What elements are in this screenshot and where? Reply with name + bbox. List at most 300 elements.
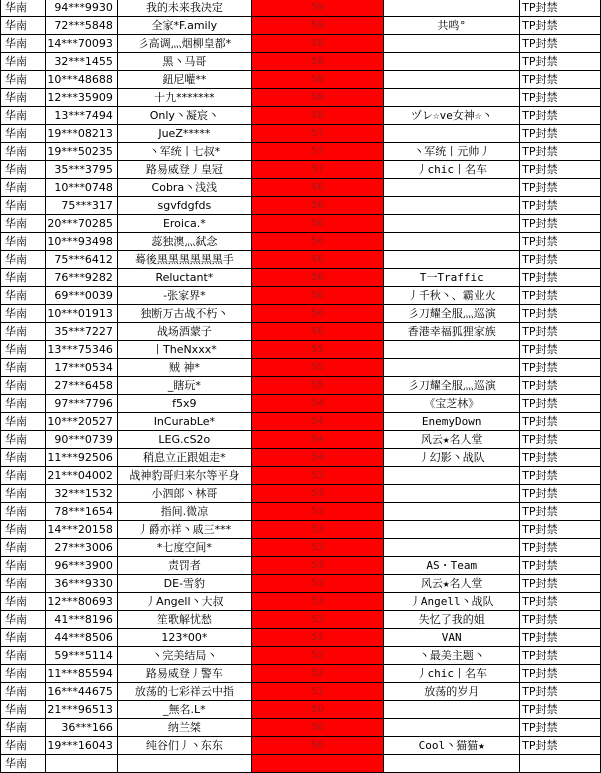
table-row [1,35,601,53]
ban-status-cell[interactable]: TP封禁 [520,17,601,35]
region-cell[interactable]: 华南 [1,215,46,233]
ban-status-cell[interactable]: TP封禁 [520,683,601,701]
player-name-cell[interactable]: 战场酒蒙子 [117,323,251,341]
table-row [1,143,601,161]
player-name-cell[interactable]: 十九******* [117,89,251,107]
guild-cell[interactable]: 香港幸福狐狸家族 [384,323,520,341]
guild-cell[interactable] [384,71,520,89]
guild-cell[interactable] [384,125,520,143]
player-name-cell[interactable]: 彡高调灬烟柳皇都* [117,35,251,53]
guild-cell[interactable] [384,755,520,773]
ban-status-cell[interactable]: TP封禁 [520,485,601,503]
level-cell[interactable]: 53 [251,593,384,611]
level-cell[interactable]: 59 [251,0,384,17]
ban-status-cell[interactable]: TP封禁 [520,719,601,737]
guild-cell[interactable]: T一Traffic [384,269,520,287]
ban-status-cell[interactable]: TP封禁 [520,179,601,197]
region-cell[interactable]: 华南 [1,125,46,143]
player-name-cell[interactable]: f5x9 [117,395,251,413]
table-row [1,71,601,89]
level-cell[interactable]: 50 [251,701,384,719]
guild-cell[interactable] [384,539,520,557]
region-cell[interactable]: 华南 [1,557,46,575]
table-row [1,701,601,719]
player-name-cell[interactable]: 稍息立正跟姐走* [117,449,251,467]
ban-status-cell[interactable]: TP封禁 [520,107,601,125]
region-cell[interactable]: 华南 [1,35,46,53]
level-cell[interactable]: 56 [251,323,384,341]
level-cell[interactable]: 56 [251,215,384,233]
region-cell[interactable]: 华南 [1,701,46,719]
table-row [1,503,601,521]
ban-status-cell[interactable]: TP封禁 [520,35,601,53]
player-id-cell[interactable]: 75***6412 [45,251,117,269]
player-name-cell[interactable]: 丶完美结局丶 [117,647,251,665]
level-cell[interactable]: 56 [251,305,384,323]
player-id-cell[interactable]: 94***9930 [45,0,117,17]
ban-status-cell[interactable]: TP封禁 [520,377,601,395]
ban-status-cell[interactable]: TP封禁 [520,341,601,359]
player-name-cell[interactable]: 责罚者 [117,557,251,575]
level-cell[interactable]: 55 [251,377,384,395]
player-id-cell[interactable]: 44***8506 [45,629,117,647]
player-id-cell[interactable]: 10***20527 [45,413,117,431]
level-cell[interactable]: 54 [251,449,384,467]
level-cell[interactable]: 54 [251,431,384,449]
guild-cell[interactable]: 风云★名人堂 [384,575,520,593]
player-id-cell[interactable]: 16***44675 [45,683,117,701]
guild-cell[interactable] [384,701,520,719]
player-name-cell[interactable]: InCurabLe* [117,413,251,431]
player-id-cell[interactable]: 10***0748 [45,179,117,197]
guild-cell[interactable]: 共鸣° [384,17,520,35]
guild-cell[interactable]: 放荡的岁月 [384,683,520,701]
ban-status-cell[interactable]: TP封禁 [520,449,601,467]
region-cell[interactable]: 华南 [1,737,46,755]
guild-cell[interactable]: VAN [384,629,520,647]
ban-status-cell[interactable]: TP封禁 [520,71,601,89]
player-id-cell[interactable]: 13***75346 [45,341,117,359]
player-id-cell[interactable]: 14***70093 [45,35,117,53]
table-row [1,755,601,773]
player-name-cell[interactable]: _無名.L* [117,701,251,719]
player-name-cell[interactable]: -张家界* [117,287,251,305]
table-row [1,323,601,341]
table-row [1,647,601,665]
player-id-cell[interactable]: 90***0739 [45,431,117,449]
level-cell[interactable]: 58 [251,53,384,71]
ban-status-cell[interactable]: TP封禁 [520,431,601,449]
player-id-cell[interactable]: 75***317 [45,197,117,215]
player-name-cell[interactable]: 123*00* [117,629,251,647]
level-cell[interactable]: 56 [251,233,384,251]
level-cell[interactable]: 55 [251,359,384,377]
level-cell[interactable]: 58 [251,35,384,53]
guild-cell[interactable]: Cool丶猫猫★ [384,737,520,755]
player-name-cell[interactable] [117,755,251,773]
guild-cell[interactable]: 彡刀耀全服灬巡演 [384,377,520,395]
table-row [1,89,601,107]
level-cell[interactable]: 50 [251,719,384,737]
ban-status-cell[interactable]: TP封禁 [520,251,601,269]
region-cell[interactable]: 华南 [1,629,46,647]
region-cell[interactable]: 华南 [1,197,46,215]
table-row [1,557,601,575]
level-cell[interactable]: 53 [251,467,384,485]
level-cell[interactable]: 52 [251,665,384,683]
ban-status-cell[interactable]: TP封禁 [520,737,601,755]
player-name-cell[interactable]: 指间.微凉 [117,503,251,521]
player-name-cell[interactable]: DE-雪豹 [117,575,251,593]
player-id-cell[interactable]: 21***96513 [45,701,117,719]
region-cell[interactable]: 华南 [1,539,46,557]
ban-status-cell[interactable] [520,755,601,773]
region-cell[interactable]: 华南 [1,71,46,89]
player-name-cell[interactable]: 丿爵亦祥丶戚三*** [117,521,251,539]
player-name-cell[interactable]: sgvfdgfds [117,197,251,215]
ban-status-cell[interactable]: TP封禁 [520,665,601,683]
ban-status-cell[interactable]: TP封禁 [520,305,601,323]
level-cell[interactable]: 52 [251,647,384,665]
level-cell[interactable]: 52 [251,629,384,647]
ban-status-cell[interactable]: TP封禁 [520,89,601,107]
level-cell[interactable]: 54 [251,395,384,413]
level-cell[interactable]: 57 [251,143,384,161]
guild-cell[interactable] [384,359,520,377]
table-row [1,359,601,377]
guild-cell[interactable]: EnemyDown [384,413,520,431]
table-row [1,611,601,629]
player-name-cell[interactable]: 蕊独澳灬弑念 [117,233,251,251]
ban-status-cell[interactable]: TP封禁 [520,323,601,341]
guild-cell[interactable] [384,467,520,485]
region-cell[interactable]: 华南 [1,647,46,665]
region-cell[interactable]: 华南 [1,179,46,197]
level-cell[interactable]: 57 [251,125,384,143]
player-id-cell[interactable]: 19***16043 [45,737,117,755]
ban-list-body [1,0,601,773]
table-row [1,485,601,503]
ban-status-cell[interactable]: TP封禁 [520,269,601,287]
guild-cell[interactable] [384,179,520,197]
guild-cell[interactable]: 丿幻影丶战队 [384,449,520,467]
player-name-cell[interactable]: Reluctant* [117,269,251,287]
table-row [1,377,601,395]
guild-cell[interactable] [384,485,520,503]
level-cell[interactable]: 58 [251,107,384,125]
region-cell[interactable]: 华南 [1,107,46,125]
region-cell[interactable]: 华南 [1,449,46,467]
level-cell[interactable]: 55 [251,341,384,359]
player-name-cell[interactable]: 纳兰桀 [117,719,251,737]
region-cell[interactable]: 华南 [1,0,46,17]
player-id-cell[interactable]: 10***93498 [45,233,117,251]
guild-cell[interactable] [384,89,520,107]
ban-status-cell[interactable]: TP封禁 [520,161,601,179]
table-row [1,575,601,593]
player-name-cell[interactable]: LEG.cS2o [117,431,251,449]
ban-status-cell[interactable]: TP封禁 [520,701,601,719]
ban-status-cell[interactable]: TP封禁 [520,539,601,557]
table-row [1,737,601,755]
level-cell[interactable]: 53 [251,575,384,593]
region-cell[interactable]: 华南 [1,395,46,413]
player-id-cell[interactable]: 41***8196 [45,611,117,629]
table-row [1,431,601,449]
player-id-cell[interactable]: 97***7796 [45,395,117,413]
player-name-cell[interactable]: 丨TheNxxx* [117,341,251,359]
ban-status-cell[interactable]: TP封禁 [520,359,601,377]
guild-cell[interactable]: 风云★名人堂 [384,431,520,449]
guild-cell[interactable] [384,719,520,737]
table-row [1,341,601,359]
region-cell[interactable]: 华南 [1,161,46,179]
table-row [1,593,601,611]
guild-cell[interactable]: 丿Angell丶战队 [384,593,520,611]
ban-status-cell[interactable]: TP封禁 [520,287,601,305]
player-id-cell[interactable]: 96***3900 [45,557,117,575]
player-name-cell[interactable]: Only丶凝宸丶 [117,107,251,125]
region-cell[interactable]: 华南 [1,269,46,287]
guild-cell[interactable] [384,53,520,71]
level-cell[interactable]: 53 [251,485,384,503]
ban-status-cell[interactable]: TP封禁 [520,557,601,575]
region-cell[interactable]: 华南 [1,485,46,503]
guild-cell[interactable]: 失忆了我的姐 [384,611,520,629]
table-row [1,125,601,143]
ban-status-cell[interactable]: TP封禁 [520,467,601,485]
table-row [1,107,601,125]
region-cell[interactable]: 华南 [1,413,46,431]
ban-status-cell[interactable]: TP封禁 [520,593,601,611]
player-id-cell[interactable]: 10***01913 [45,305,117,323]
player-id-cell[interactable]: 27***6458 [45,377,117,395]
level-cell[interactable]: 56 [251,251,384,269]
ban-status-cell[interactable]: TP封禁 [520,647,601,665]
guild-cell[interactable] [384,233,520,251]
level-cell[interactable] [251,755,384,773]
ban-status-cell[interactable]: TP封禁 [520,0,601,17]
guild-cell[interactable]: 彡刀耀全服灬巡演 [384,305,520,323]
region-cell[interactable]: 华南 [1,89,46,107]
player-name-cell[interactable]: 鈕尼嚾** [117,71,251,89]
table-row [1,395,601,413]
guild-cell[interactable]: 丿千秋丶、霸业火 [384,287,520,305]
player-id-cell[interactable]: 19***50235 [45,143,117,161]
player-id-cell[interactable] [45,755,117,773]
guild-cell[interactable]: 《宝芝林》 [384,395,520,413]
ban-status-cell[interactable]: TP封禁 [520,125,601,143]
player-name-cell[interactable]: 贼 神* [117,359,251,377]
player-name-cell[interactable]: Eroica.* [117,215,251,233]
table-row [1,269,601,287]
player-name-cell[interactable]: 丿Angell丶大叔 [117,593,251,611]
ban-status-cell[interactable]: TP封禁 [520,143,601,161]
region-cell[interactable]: 华南 [1,17,46,35]
ban-status-cell[interactable]: TP封禁 [520,413,601,431]
level-cell[interactable]: 53 [251,503,384,521]
guild-cell[interactable] [384,251,520,269]
ban-status-cell[interactable]: TP封禁 [520,575,601,593]
player-name-cell[interactable]: 路易威登丿警车 [117,665,251,683]
player-id-cell[interactable]: 12***35909 [45,89,117,107]
table-row [1,719,601,737]
table-row [1,179,601,197]
ban-status-cell[interactable]: TP封禁 [520,611,601,629]
level-cell[interactable]: 53 [251,611,384,629]
guild-cell[interactable] [384,503,520,521]
player-id-cell[interactable]: 13***7494 [45,107,117,125]
ban-status-cell[interactable]: TP封禁 [520,521,601,539]
player-id-cell[interactable]: 36***9330 [45,575,117,593]
player-name-cell[interactable]: _瞎玩* [117,377,251,395]
player-name-cell[interactable]: 放荡的七彩祥云中指 [117,683,251,701]
level-cell[interactable]: 53 [251,539,384,557]
player-name-cell[interactable]: 丶军统丨七叔* [117,143,251,161]
table-row [1,449,601,467]
level-cell[interactable]: 54 [251,413,384,431]
level-cell[interactable]: 51 [251,683,384,701]
guild-cell[interactable]: 丶军统丨元帅丿 [384,143,520,161]
player-name-cell[interactable]: 战神豹哥归来尔等平身 [117,467,251,485]
player-name-cell[interactable]: 小泗郎丶林哥 [117,485,251,503]
player-name-cell[interactable]: 黑丶马哥 [117,53,251,71]
region-cell[interactable]: 华南 [1,251,46,269]
player-name-cell[interactable]: 全家*F.amily [117,17,251,35]
player-id-cell[interactable]: 76***9282 [45,269,117,287]
region-cell[interactable]: 华南 [1,467,46,485]
ban-status-cell[interactable]: TP封禁 [520,629,601,647]
player-id-cell[interactable]: 14***20158 [45,521,117,539]
region-cell[interactable]: 华南 [1,611,46,629]
region-cell[interactable]: 华南 [1,575,46,593]
table-row [1,629,601,647]
level-cell[interactable]: 53 [251,557,384,575]
ban-status-cell[interactable]: TP封禁 [520,197,601,215]
level-cell[interactable]: 57 [251,161,384,179]
table-row [1,197,601,215]
guild-cell[interactable] [384,215,520,233]
guild-cell[interactable]: 丿chic丨名车 [384,161,520,179]
guild-cell[interactable] [384,0,520,17]
player-id-cell[interactable]: 19***08213 [45,125,117,143]
player-id-cell[interactable]: 11***85594 [45,665,117,683]
player-name-cell[interactable]: Cobra丶浅浅 [117,179,251,197]
table-row [1,287,601,305]
level-cell[interactable]: 56 [251,179,384,197]
guild-cell[interactable] [384,341,520,359]
ban-status-cell[interactable]: TP封禁 [520,215,601,233]
table-row [1,521,601,539]
player-name-cell[interactable]: 我的未来我决定 [117,0,251,17]
player-name-cell[interactable]: *七度空间* [117,539,251,557]
ban-status-cell[interactable]: TP封禁 [520,53,601,71]
level-cell[interactable]: 59 [251,17,384,35]
table-row [1,53,601,71]
table-row [1,17,601,35]
table-row [1,251,601,269]
player-id-cell[interactable]: 35***3795 [45,161,117,179]
region-cell[interactable]: 华南 [1,305,46,323]
player-id-cell[interactable]: 32***1532 [45,485,117,503]
region-cell[interactable]: 华南 [1,593,46,611]
player-id-cell[interactable]: 78***1654 [45,503,117,521]
region-cell[interactable]: 华南 [1,359,46,377]
ban-status-cell[interactable]: TP封禁 [520,503,601,521]
level-cell[interactable]: 53 [251,521,384,539]
player-id-cell[interactable]: 36***166 [45,719,117,737]
region-cell[interactable]: 华南 [1,431,46,449]
player-id-cell[interactable]: 35***7227 [45,323,117,341]
level-cell[interactable]: 56 [251,269,384,287]
region-cell[interactable]: 华南 [1,53,46,71]
player-id-cell[interactable]: 69***0039 [45,287,117,305]
table-row [1,233,601,251]
player-id-cell[interactable]: 21***04002 [45,467,117,485]
guild-cell[interactable]: 丶最美主题丶 [384,647,520,665]
player-id-cell[interactable]: 11***92506 [45,449,117,467]
player-id-cell[interactable]: 17***0534 [45,359,117,377]
level-cell[interactable]: 58 [251,71,384,89]
table-row [1,161,601,179]
region-cell[interactable]: 华南 [1,287,46,305]
player-id-cell[interactable]: 72***5848 [45,17,117,35]
level-cell[interactable]: 56 [251,197,384,215]
player-name-cell[interactable]: 路易威登丿皇冠 [117,161,251,179]
region-cell[interactable]: 华南 [1,341,46,359]
player-id-cell[interactable]: 27***3006 [45,539,117,557]
player-name-cell[interactable]: 蓦後黑黑黑黑黑黑手 [117,251,251,269]
player-name-cell[interactable]: JueZ***** [117,125,251,143]
level-cell[interactable]: 56 [251,287,384,305]
table-row [1,215,601,233]
player-name-cell[interactable]: 独断万古战不朽丶 [117,305,251,323]
table-row [1,665,601,683]
table-row [1,683,601,701]
player-id-cell[interactable]: 10***48688 [45,71,117,89]
region-cell[interactable]: 华南 [1,719,46,737]
player-id-cell[interactable]: 12***80693 [45,593,117,611]
table-row [1,305,601,323]
region-cell[interactable]: 华南 [1,503,46,521]
ban-status-cell[interactable]: TP封禁 [520,233,601,251]
guild-cell[interactable] [384,35,520,53]
table-row [1,0,601,17]
guild-cell[interactable]: AS・Team [384,557,520,575]
level-cell[interactable]: 50 [251,737,384,755]
region-cell[interactable]: 华南 [1,233,46,251]
table-row [1,539,601,557]
region-cell[interactable]: 华南 [1,521,46,539]
guild-cell[interactable]: ヅレ☆ve女神☆丶 [384,107,520,125]
region-cell[interactable]: 华南 [1,665,46,683]
guild-cell[interactable] [384,521,520,539]
region-cell[interactable]: 华南 [1,755,46,773]
player-name-cell[interactable]: 笙歌解忧愁 [117,611,251,629]
player-id-cell[interactable]: 20***70285 [45,215,117,233]
level-cell[interactable]: 58 [251,89,384,107]
ban-status-cell[interactable]: TP封禁 [520,395,601,413]
region-cell[interactable]: 华南 [1,143,46,161]
region-cell[interactable]: 华南 [1,377,46,395]
player-id-cell[interactable]: 59***5114 [45,647,117,665]
region-cell[interactable]: 华南 [1,323,46,341]
player-id-cell[interactable]: 32***1455 [45,53,117,71]
guild-cell[interactable]: 丿chic丨名车 [384,665,520,683]
region-cell[interactable]: 华南 [1,683,46,701]
player-name-cell[interactable]: 纯谷们丿丶东东 [117,737,251,755]
guild-cell[interactable] [384,197,520,215]
